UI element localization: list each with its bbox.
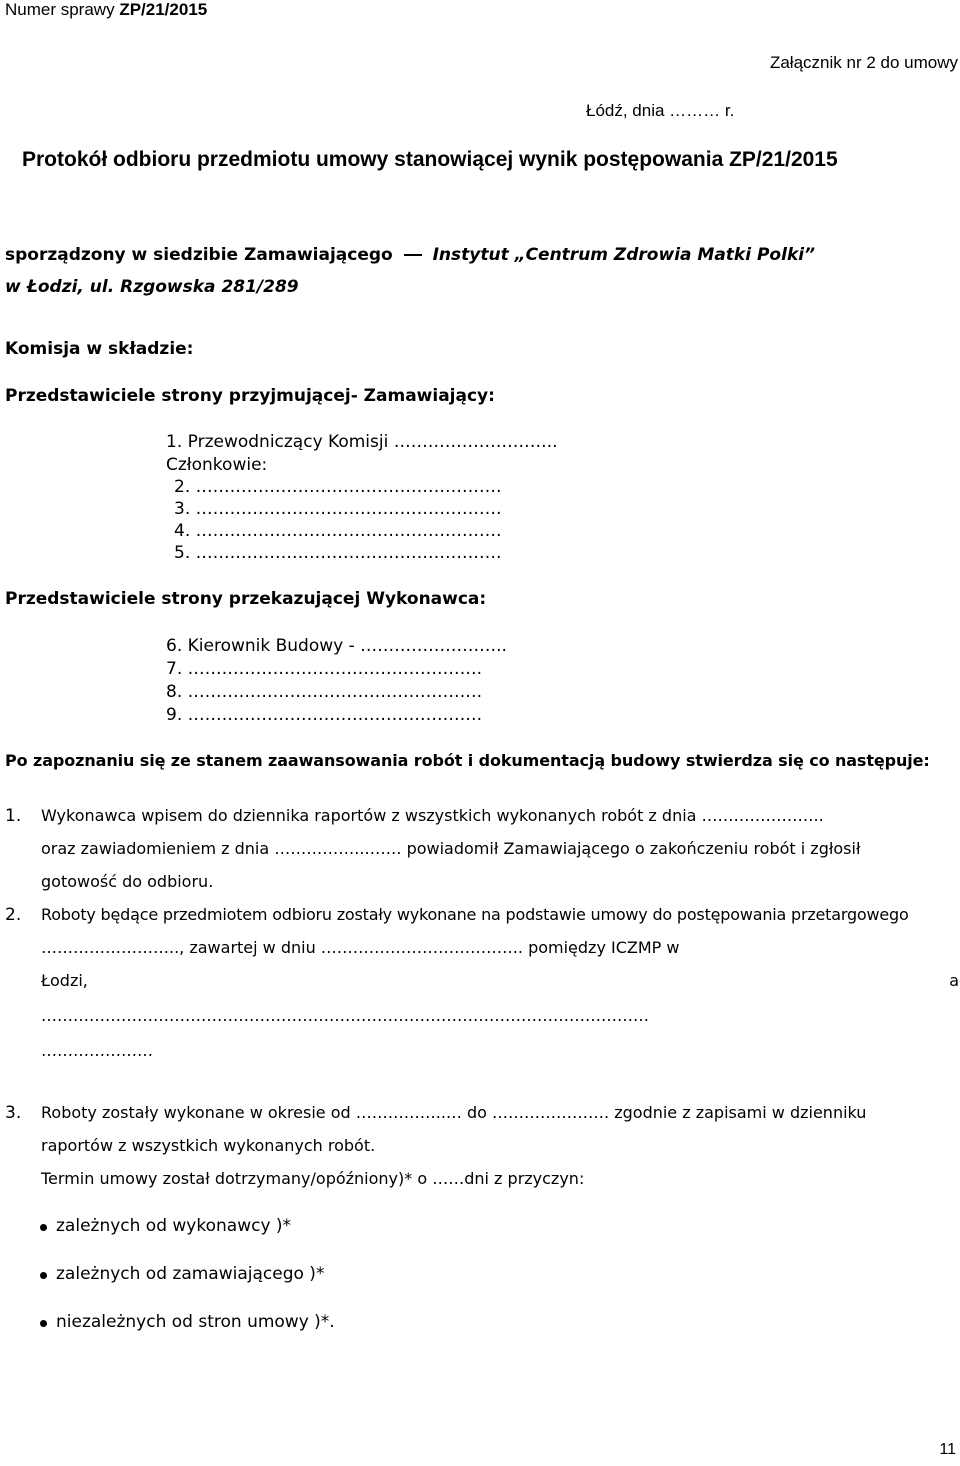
bullet-text: niezależnych od stron umowy )*. bbox=[56, 1312, 335, 1332]
member-line: 2. ……………………………………………… bbox=[174, 477, 502, 497]
point-1-line-3: gotowość do odbioru. bbox=[41, 872, 214, 891]
point-1-line-1: Wykonawca wpisem do dziennika raportów z wszystkich wykonanych robót z dnia ………………….. bbox=[41, 806, 824, 825]
annex-label: Załącznik nr 2 do umowy bbox=[769, 53, 958, 72]
handing-heading: Przedstawiciele strony przekazującej Wykonawca: bbox=[5, 589, 487, 609]
point-2-line-1: Roboty będące przedmiotem odbioru zostały wykonane na podstawie umowy do postępowania przetargowego bbox=[41, 905, 909, 924]
bullet-text: zależnych od zamawiającego )* bbox=[56, 1264, 325, 1284]
institution-address: w Łodzi, ul. Rzgowska 281/289 bbox=[5, 277, 299, 297]
point-1-line-2: oraz zawiadomieniem z dnia ……………..……. powiadomił Zamawiającego o zakończeniu robót i zgłosił bbox=[41, 839, 861, 858]
dash-separator bbox=[404, 254, 422, 256]
intro-line bbox=[5, 245, 815, 265]
page-number: 11 bbox=[939, 1441, 956, 1458]
point-3-line-2: raportów z wszystkich wykonanych robót. bbox=[41, 1136, 376, 1155]
intro-prefix: sporządzony w siedzibie Zamawiającego bbox=[5, 245, 393, 265]
point-number: 3. bbox=[5, 1103, 22, 1123]
contractor-line: 7. ……………………………………………. bbox=[166, 659, 483, 679]
point-2-lodz: Łodzi, bbox=[41, 971, 88, 990]
bullet-icon bbox=[40, 1320, 47, 1327]
bullet-icon bbox=[40, 1272, 47, 1279]
case-number-label: Numer sprawy bbox=[5, 0, 115, 19]
contractor-line: 9. ……………………………………………. bbox=[166, 705, 483, 725]
contractor-line: 6. Kierownik Budowy - …………………….. bbox=[166, 636, 507, 656]
statement-heading: Po zapoznaniu się ze stanem zaawansowania robót i dokumentacją budowy stwierdza się co następuje: bbox=[5, 751, 930, 770]
point-2-line-5: ………………… bbox=[41, 1041, 153, 1060]
point-2-line-3 bbox=[41, 971, 959, 990]
point-number: 1. bbox=[5, 806, 22, 826]
receiving-heading: Przedstawiciele strony przyjmującej- Zamawiający: bbox=[5, 386, 495, 406]
document-title: Protokół odbioru przedmiotu umowy stanowiącej wynik postępowania ZP/21/2015 bbox=[22, 148, 838, 171]
case-header bbox=[5, 0, 207, 20]
contractor-line: 8. ……………………………………………. bbox=[166, 682, 483, 702]
member-line: 4. ……………………………………………… bbox=[174, 521, 502, 541]
point-number: 2. bbox=[5, 905, 22, 925]
point-2-a: a bbox=[949, 971, 959, 990]
point-3-line-1: Roboty zostały wykonane w okresie od ……………..… do …………………. zgodnie z zapisami w dzienniku bbox=[41, 1103, 867, 1122]
bullet-icon bbox=[40, 1224, 47, 1231]
case-number: ZP/21/2015 bbox=[119, 0, 208, 19]
institution-name: Instytut „Centrum Zdrowia Matki Polki” bbox=[432, 245, 816, 265]
member-line: 5. ……………………………………………… bbox=[174, 543, 502, 563]
place-date: Łódź, dnia ……… r. bbox=[586, 101, 735, 120]
point-2-line-4: …………………………………………………………………………………………………… bbox=[41, 1006, 649, 1025]
point-3-line-3: Termin umowy został dotrzymany/opóźniony)* o ……dni z przyczyn: bbox=[41, 1169, 585, 1188]
commission-heading: Komisja w składzie: bbox=[5, 339, 194, 359]
point-2-line-2: …………………….., zawartej w dniu ……………………………….. pomiędzy ICZMP w bbox=[41, 938, 680, 957]
chair-line: 1. Przewodniczący Komisji ……………………….. bbox=[166, 432, 558, 452]
members-label: Członkowie: bbox=[166, 455, 268, 475]
bullet-text: zależnych od wykonawcy )* bbox=[56, 1216, 292, 1236]
member-line: 3. ……………………………………………… bbox=[174, 499, 502, 519]
